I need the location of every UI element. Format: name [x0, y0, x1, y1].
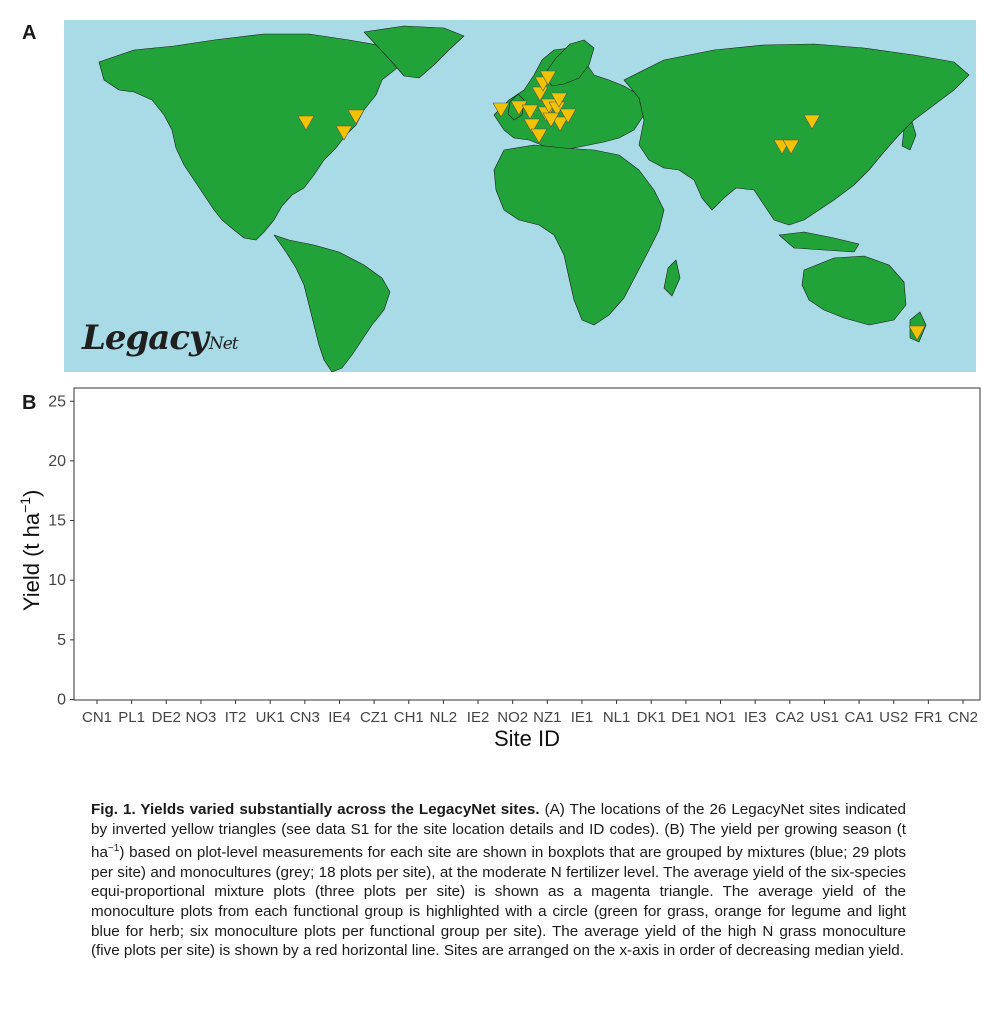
panel-b-label: B — [22, 392, 37, 414]
x-tick-label: NO1 — [705, 709, 736, 726]
y-axis-title: Yield (t $ha^{-1}$) — [17, 489, 44, 612]
y-tick-label: 0 — [57, 691, 66, 709]
y-tick-label: 25 — [48, 393, 66, 411]
x-tick-label: PL1 — [118, 709, 145, 726]
x-tick-label: CZ1 — [359, 709, 389, 726]
x-tick-label: CA2 — [775, 709, 805, 726]
x-tick-label: IE3 — [743, 709, 767, 726]
x-tick-label: NL1 — [602, 709, 631, 726]
plot-frame — [74, 388, 980, 700]
x-tick-label: IE1 — [570, 709, 594, 726]
x-tick-label: NL2 — [429, 709, 458, 726]
y-tick-label: 15 — [48, 512, 66, 530]
figure-caption — [91, 800, 906, 961]
x-tick-label: DE2 — [151, 709, 181, 726]
yield-boxplot — [0, 380, 991, 750]
x-tick-label: DK1 — [636, 709, 666, 726]
caption-text-b: ) based on plot-level measurements for each site are shown in boxplots that are grouped by mixtures (blue; 29 plots per site) and monocultures (grey; 18 plots per site), at the moderate N fertilizer level. The average yield of the six-species equi-proportional mixture plots (three plots per site) is shown as a magenta triangle. The average yield of the monoculture plots from each functional group is highlighted with a circle (green for grass, orange for legume and light blue for herb; six monoculture plots per functional group per site). The average yield of the high N grass monoculture (five plots per site) is shown by a red horizontal line. Sites are arranged on the x-axis in order of decreasing median yield. — [91, 844, 906, 960]
x-axis — [82, 700, 978, 750]
y-tick-label: 10 — [48, 572, 66, 590]
y-tick-label: 5 — [57, 631, 66, 649]
y-axis — [17, 393, 74, 708]
x-tick-label: NO2 — [497, 709, 529, 726]
x-tick-label: US1 — [809, 709, 840, 726]
x-tick-label: UK1 — [255, 709, 285, 726]
x-tick-label: IT2 — [224, 709, 247, 726]
x-tick-label: NO3 — [185, 709, 217, 726]
x-tick-label: US2 — [879, 709, 909, 726]
x-tick-label: FR1 — [914, 709, 943, 726]
caption-text-a: (A) The locations of the 26 LegacyNet sites indicated by inverted yellow triangles (see data S1 for the site location details and ID codes). (B) The yield per growing season (t ha — [91, 801, 906, 862]
x-tick-label: NZ1 — [533, 709, 562, 726]
legacynet-logo: LegacyNet — [82, 318, 238, 358]
x-tick-label: CN1 — [81, 709, 113, 726]
x-tick-label: CN3 — [289, 709, 320, 726]
panel-a-label: A — [22, 22, 37, 44]
x-tick-label: CN2 — [947, 709, 979, 726]
caption-sup: −1 — [107, 843, 120, 855]
x-axis-title: Site ID — [493, 726, 561, 750]
x-tick-label: IE2 — [466, 709, 490, 726]
caption-fig-label: Fig. 1. Yields varied substantially across the LegacyNet sites. — [91, 801, 540, 818]
x-tick-label: CA1 — [844, 709, 874, 726]
x-tick-label: IE4 — [328, 709, 351, 726]
y-tick-label: 20 — [48, 452, 66, 470]
x-tick-label: CH1 — [393, 709, 424, 726]
x-tick-label: DE1 — [671, 709, 701, 726]
